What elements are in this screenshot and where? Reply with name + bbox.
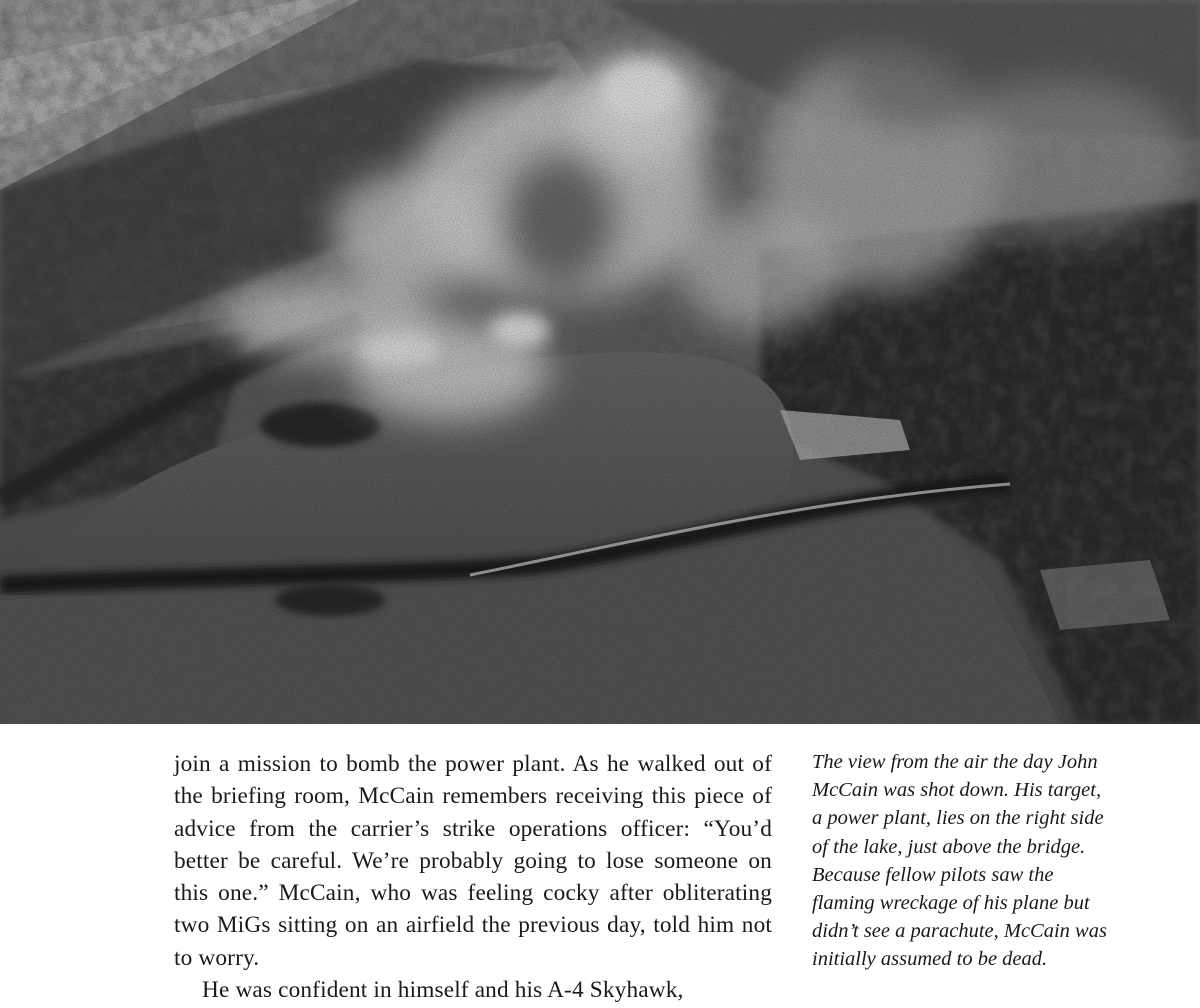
article-paragraph: join a mission to bomb the power plant. As he walked out of the briefing room, McCain remembers receiving this piece of advice from the carrier’s strike operations officer: “You’d better be careful. We’re probably going to lose someone on this one.” McCain, who was feeling cocky after obliterating two MiGs sitting on an airfield the previous day, told him not to worry. (174, 751, 772, 971)
photo-caption: The view from the air the day John McCain was shot down. His target, a power plant, lies on the right side of the lake, just above the bridge. Because fellow pilots saw the flaming wreckage of his plane but didn’t see a parachute, McCain was initially assumed to be dead. (812, 751, 1107, 971)
article-paragraph: He was confident in himself and his A-4 Skyhawk, (202, 977, 684, 1004)
article-body (174, 748, 772, 1006)
